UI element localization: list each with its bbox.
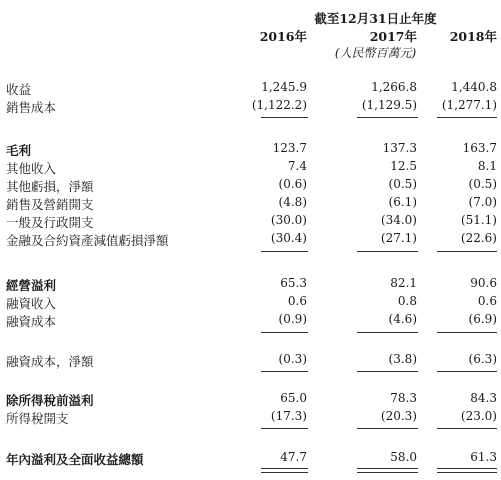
value-2018: (22.6)	[460, 231, 497, 245]
total-double-rule	[357, 468, 418, 473]
value-2017: (34.0)	[380, 213, 417, 227]
row-label: 除所得稅前溢利	[6, 393, 94, 408]
value-2016: 1,245.9	[261, 80, 307, 94]
value-2017: 82.1	[390, 276, 417, 290]
subtotal-rule	[437, 371, 497, 372]
subtotal-rule	[357, 332, 418, 333]
row-label: 銷售及營銷開支	[6, 197, 94, 212]
subtotal-rule	[357, 117, 418, 118]
table-row-income-tax	[0, 409, 501, 426]
value-2017: 12.5	[390, 159, 417, 173]
value-2018: (6.3)	[468, 352, 497, 366]
value-2016: 65.0	[280, 391, 307, 405]
total-double-rule	[261, 468, 308, 473]
value-2017: (0.5)	[388, 177, 417, 191]
value-2016: (0.3)	[278, 352, 307, 366]
value-2016: 47.7	[280, 450, 307, 464]
value-2018: (1,277.1)	[441, 98, 497, 112]
value-2017: (20.3)	[380, 409, 417, 423]
table-row-admin-expenses	[0, 213, 501, 230]
table-row-operating-profit	[0, 276, 501, 293]
row-label: 其他虧損，淨額	[6, 179, 94, 194]
value-2017: 78.3	[390, 391, 417, 405]
value-2016: (17.3)	[270, 409, 307, 423]
row-label: 所得稅開支	[6, 411, 69, 426]
subtotal-rule	[357, 428, 418, 429]
row-label: 收益	[6, 82, 32, 97]
row-label: 融資成本，淨額	[6, 354, 94, 369]
subtotal-rule	[437, 117, 497, 118]
table-row-total-comprehensive-income	[0, 450, 501, 467]
value-2016: (30.0)	[270, 213, 307, 227]
table-row-other-income	[0, 159, 501, 176]
row-label: 毛利	[6, 143, 32, 158]
value-2018: (0.5)	[468, 177, 497, 191]
year-header-2016: 2016年	[259, 29, 307, 44]
subtotal-rule	[437, 428, 497, 429]
table-row-finance-costs-net	[0, 352, 501, 369]
value-2016: 7.4	[287, 159, 307, 173]
table-row-impairment-losses	[0, 231, 501, 248]
row-label: 融資收入	[6, 296, 57, 311]
period-header: 截至12月31日止年度	[314, 11, 437, 26]
table-row-other-losses	[0, 177, 501, 194]
row-label: 一般及行政開支	[6, 215, 94, 230]
row-label: 其他收入	[6, 161, 57, 176]
subtotal-rule	[437, 251, 497, 252]
year-header-2017: 2017年	[369, 29, 417, 44]
value-2017: (3.8)	[388, 352, 417, 366]
value-2017: 58.0	[390, 450, 417, 464]
subtotal-rule	[261, 117, 308, 118]
subtotal-rule	[261, 428, 308, 429]
subtotal-rule	[261, 371, 308, 372]
subtotal-rule	[261, 251, 308, 252]
subtotal-rule	[357, 251, 418, 252]
table-row-gross-profit	[0, 141, 501, 158]
total-double-rule	[437, 468, 497, 473]
value-2016: (0.6)	[278, 177, 307, 191]
row-label: 經營溢利	[6, 278, 57, 293]
table-row-revenue	[0, 80, 501, 97]
value-2016: (0.9)	[278, 312, 307, 326]
unit-label: (人民幣百萬元)	[334, 46, 417, 60]
value-2018: (23.0)	[460, 409, 497, 423]
table-row-cost-of-sales	[0, 98, 501, 115]
subtotal-rule	[357, 371, 418, 372]
value-2016: 123.7	[272, 141, 307, 155]
value-2018: (51.1)	[460, 213, 497, 227]
value-2018: 1,440.8	[451, 80, 497, 94]
value-2017: 0.8	[397, 294, 417, 308]
row-label: 金融及合約資產減值虧損淨額	[6, 233, 169, 248]
value-2016: (1,122.2)	[251, 98, 307, 112]
row-label: 年內溢利及全面收益總額	[6, 452, 144, 467]
table-row-selling-expenses	[0, 195, 501, 212]
value-2017: (4.6)	[388, 312, 417, 326]
value-2018: 84.3	[470, 391, 497, 405]
subtotal-rule	[437, 332, 497, 333]
subtotal-rule	[261, 332, 308, 333]
row-label: 融資成本	[6, 314, 57, 329]
value-2018: 0.6	[477, 294, 497, 308]
value-2017: 1,266.8	[371, 80, 417, 94]
value-2016: 0.6	[287, 294, 307, 308]
value-2018: 90.6	[470, 276, 497, 290]
value-2018: 8.1	[477, 159, 497, 173]
table-row-profit-before-tax	[0, 391, 501, 408]
value-2018: (6.9)	[468, 312, 497, 326]
value-2017: 137.3	[382, 141, 417, 155]
row-label: 銷售成本	[6, 100, 57, 115]
value-2016: 65.3	[280, 276, 307, 290]
value-2017: (6.1)	[388, 195, 417, 209]
value-2018: (7.0)	[468, 195, 497, 209]
value-2016: (4.8)	[278, 195, 307, 209]
value-2017: (27.1)	[380, 231, 417, 245]
table-row-finance-income	[0, 294, 501, 311]
value-2018: 163.7	[462, 141, 497, 155]
value-2018: 61.3	[470, 450, 497, 464]
value-2017: (1,129.5)	[361, 98, 417, 112]
table-row-finance-costs	[0, 312, 501, 329]
value-2016: (30.4)	[270, 231, 307, 245]
year-header-2018: 2018年	[449, 29, 497, 44]
